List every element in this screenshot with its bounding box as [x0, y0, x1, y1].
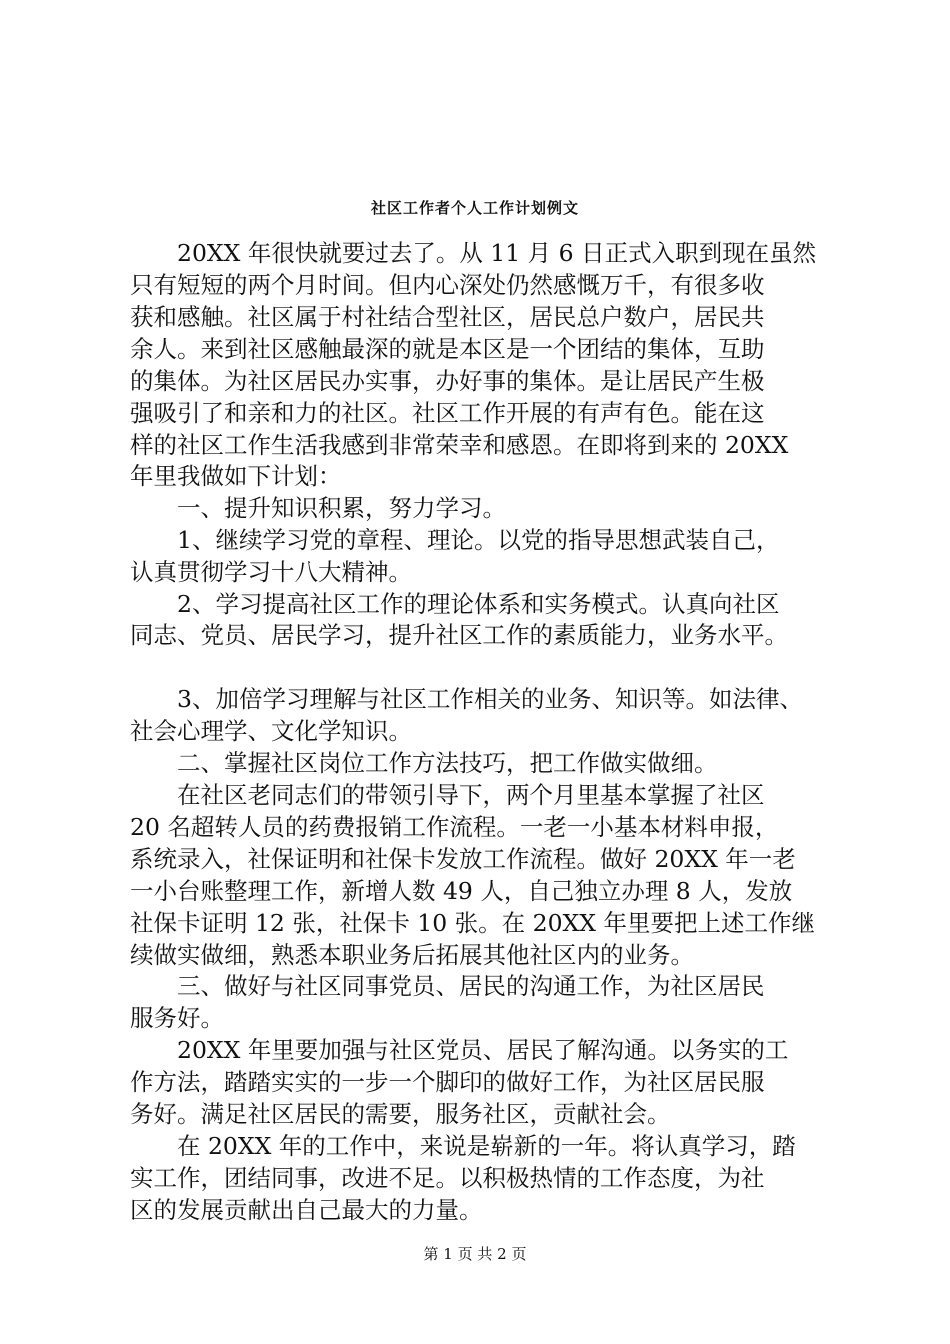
- body-line: 只有短短的两个月时间。但内心深处仍然感慨万千，有很多收: [130, 271, 765, 299]
- body-line: 社保卡证明 12 张，社保卡 10 张。在 20XX 年里要把上述工作继: [130, 909, 815, 937]
- body-line: 同志、党员、居民学习，提升社区工作的素质能力，业务水平。: [130, 621, 788, 649]
- body-line: 一小台账整理工作，新增人数 49 人，自己独立办理 8 人，发放: [130, 877, 793, 905]
- body-line: 认真贯彻学习十八大精神。: [130, 558, 412, 586]
- body-line: 的集体。为社区居民办实事，办好事的集体。是让居民产生极: [130, 367, 765, 395]
- body-line: 3、加倍学习理解与社区工作相关的业务、知识等。如法律、: [130, 685, 803, 713]
- section-heading: 二、掌握社区岗位工作方法技巧，把工作做实做细。: [130, 749, 718, 777]
- page-number: 第 1 页 共 2 页: [423, 1245, 527, 1263]
- body-line: 1、继续学习党的章程、理论。以党的指导思想武装自己，: [130, 526, 780, 554]
- body-line: 20XX 年很快就要过去了。从 11 月 6 日正式入职到现在虽然: [130, 239, 817, 267]
- body-line: 年里我做如下计划：: [130, 462, 342, 490]
- section-heading: 三、做好与社区同事党员、居民的沟通工作，为社区居民: [130, 972, 765, 1000]
- body-line: 作方法，踏踏实实的一步一个脚印的做好工作，为社区居民服: [130, 1068, 765, 1096]
- body-line: 强吸引了和亲和力的社区。社区工作开展的有声有色。能在这: [130, 399, 765, 427]
- body-line: 样的社区工作生活我感到非常荣幸和感恩。在即将到来的 20XX: [130, 431, 789, 459]
- body-line: 区的发展贡献出自己最大的力量。: [130, 1196, 483, 1224]
- body-line: 社会心理学、文化学知识。: [130, 717, 412, 745]
- body-line: 20XX 年里要加强与社区党员、居民了解沟通。以务实的工: [130, 1036, 789, 1064]
- body-line: 实工作，团结同事，改进不足。以积极热情的工作态度，为社: [130, 1164, 765, 1192]
- body-line: 在 20XX 年的工作中，来说是崭新的一年。将认真学习，踏: [130, 1132, 796, 1160]
- body-line: 务好。满足社区居民的需要，服务社区，贡献社会。: [130, 1100, 671, 1128]
- body-line: 续做实做细，熟悉本职业务后拓展其他社区内的业务。: [130, 941, 694, 969]
- body-line: 获和感触。社区属于村社结合型社区，居民总户数户，居民共: [130, 303, 765, 331]
- document-title: 社区工作者个人工作计划例文: [370, 199, 579, 217]
- body-line: 系统录入，社保证明和社保卡发放工作流程。做好 20XX 年一老: [130, 845, 796, 873]
- body-line: 在社区老同志们的带领引导下，两个月里基本掌握了社区: [130, 781, 765, 809]
- section-heading: 服务好。: [130, 1004, 224, 1032]
- body-line: 20 名超转人员的药费报销工作流程。一老一小基本材料申报，: [130, 813, 779, 841]
- body-line: 2、学习提高社区工作的理论体系和实务模式。认真向社区: [130, 590, 780, 618]
- body-line: 余人。来到社区感触最深的就是本区是一个团结的集体，互助: [130, 335, 765, 363]
- section-heading: 一、提升知识积累，努力学习。: [130, 494, 506, 522]
